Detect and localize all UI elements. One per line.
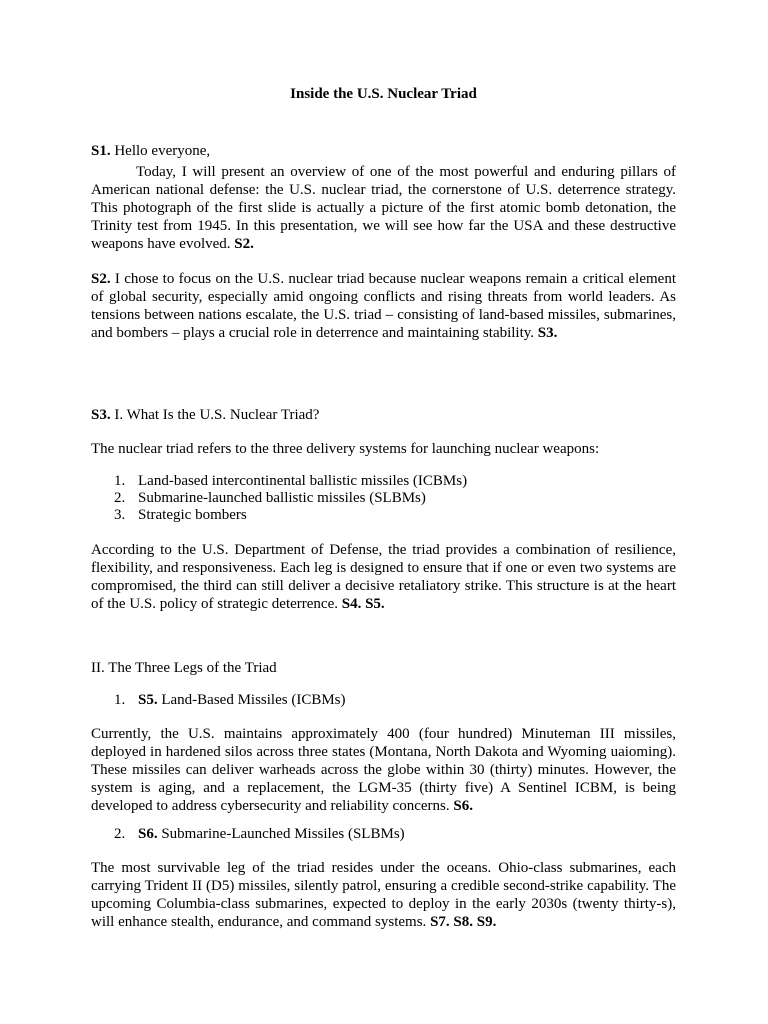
list-item: 3. Strategic bombers <box>114 507 247 523</box>
s2-paragraph <box>91 270 676 342</box>
list-item: 2. S6. Submarine-Launched Missiles (SLBMs) <box>114 826 405 842</box>
leg1-end-tag: S6. <box>453 798 473 814</box>
leg2-heading-block <box>91 826 676 843</box>
leg2-end-tag: S7. S8. S9. <box>430 914 497 930</box>
triad-list <box>91 473 676 524</box>
section-2-heading: II. The Three Legs of the Triad <box>91 660 277 676</box>
s3-tag: S3. <box>91 407 111 423</box>
document-title: Inside the U.S. Nuclear Triad <box>290 86 477 102</box>
s3-intro: The nuclear triad refers to the three delivery systems for launching nuclear weapons: <box>91 441 600 457</box>
leg1-body: Currently, the U.S. maintains approximately 400 (four hundred) Minuteman III missiles, deployed in hardened silos across three states (Montana, North Dakota and Wyoming uaioming). These missiles can deliver warheads across the globe within 30 (thirty) minutes. However, the system is aging, and a replacement, the LGM-35 (thirty five) A Sentinel ICBM, is being developed to address cybersecurity and reliability concerns. <box>91 726 676 814</box>
leg1-label: Land-Based Missiles (ICBMs) <box>161 692 346 708</box>
s3-heading: I. What Is the U.S. Nuclear Triad? <box>114 407 320 423</box>
s3-intro-block <box>91 440 676 458</box>
s1-end-tag: S2. <box>234 236 254 252</box>
leg2-label: Submarine-Launched Missiles (SLBMs) <box>161 826 405 842</box>
s3-body: According to the U.S. Department of Defense, the triad provides a combination of resilience, flexibility, and responsiveness. Each leg is designed to ensure that if one or even two systems are compromised, the third can still deliver a decisive retaliatory strike. This structure is at the heart of the U.S. policy of strategic deterrence. <box>91 542 676 612</box>
leg1-tag: S5. <box>138 692 158 708</box>
s3-heading-line <box>91 406 676 424</box>
s3-body-block <box>91 541 676 613</box>
s1-body: Today, I will present an overview of one of the most powerful and enduring pillars of American national defense: the U.S. nuclear triad, the cornerstone of U.S. deterrence strategy. This photograph of the first slide is actually a picture of the first atomic bomb detonation, the Trinity test from 1945. In this presentation, we will see how far the USA and these destructive weapons have evolved. <box>91 164 676 252</box>
leg1-body-block <box>91 725 676 815</box>
s1-greeting-line <box>91 142 676 160</box>
section-2-heading-block <box>91 659 676 677</box>
s1-paragraph <box>91 163 676 253</box>
s3-end-tag: S4. S5. <box>341 596 385 612</box>
leg2-paragraph <box>91 859 676 931</box>
section-s3 <box>91 406 676 424</box>
leg2-tag: S6. <box>138 826 158 842</box>
s2-body: I chose to focus on the U.S. nuclear triad because nuclear weapons remain a critical element of global security, especially amid ongoing conflicts and rising threats from world leaders. As tensions between nations escalate, the U.S. triad – consisting of land-based missiles, submarines, and bombers – plays a crucial role in deterrence and maintaining stability. <box>91 271 676 341</box>
leg1-paragraph <box>91 725 676 815</box>
section-s1 <box>91 142 676 253</box>
s2-tag: S2. <box>91 271 111 287</box>
list-item: 1. S5. Land-Based Missiles (ICBMs) <box>114 692 346 708</box>
s2-end-tag: S3. <box>537 325 558 341</box>
list-item: 1. Land-based intercontinental ballistic missiles (ICBMs) <box>114 473 468 489</box>
leg2-body: The most survivable leg of the triad resides under the oceans. Ohio-class submarines, each carrying Trident II (D5) missiles, silently patrol, ensuring a credible second-strike capability. The upcoming Columbia-class submarines, expected to deploy in the early 2030s (twenty thirty-s), will enhance stealth, endurance, and command systems. <box>91 860 676 930</box>
leg2-body-block <box>91 859 676 931</box>
section-s2 <box>91 270 676 342</box>
s1-tag: S1. <box>91 143 111 159</box>
s3-paragraph <box>91 541 676 613</box>
leg1-heading-block <box>91 692 676 709</box>
list-item: 2. Submarine-launched ballistic missiles (SLBMs) <box>114 490 426 506</box>
s1-greeting: Hello everyone, <box>114 143 211 159</box>
